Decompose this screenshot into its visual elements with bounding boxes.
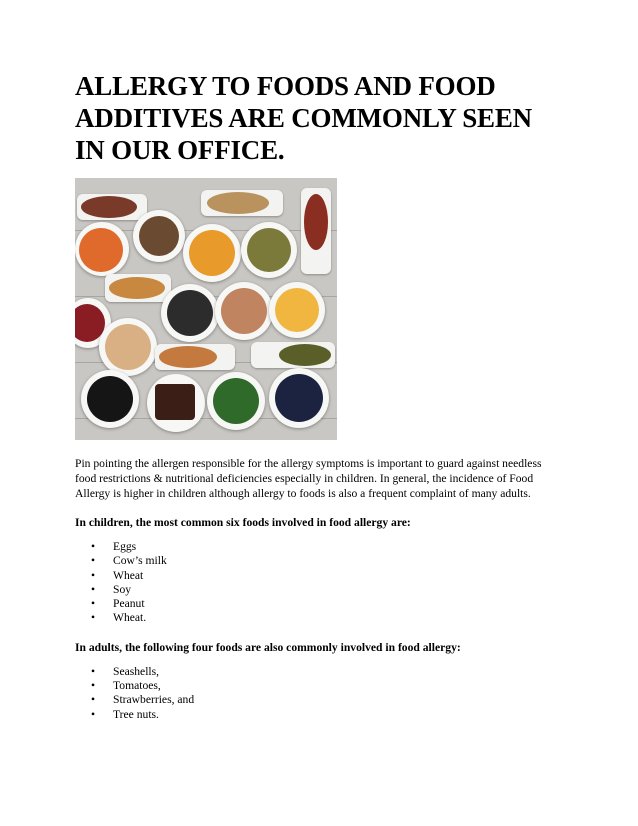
bullet-icon: • (91, 582, 96, 596)
bullet-icon: • (91, 679, 96, 693)
children-foods-list (75, 540, 575, 626)
food-photo (75, 178, 337, 440)
page-title: ALLERGY TO FOODS AND FOOD ADDITIVES ARE COMMONLY SEEN IN OUR OFFICE. (75, 71, 532, 165)
bullet-icon: • (91, 664, 96, 678)
list-item: • Soy (91, 582, 132, 596)
list-item: • Eggs (91, 540, 137, 553)
list-item: • Wheat. (91, 611, 147, 625)
bullet-icon: • (91, 554, 96, 568)
children-foods-heading: In children, the most common six foods involved in food allergy are: (75, 516, 411, 529)
adult-foods-list (75, 665, 575, 722)
adult-foods-heading: In adults, the following four foods are also commonly involved in food allergy: (75, 640, 461, 654)
list-item: • Seashells, (91, 664, 160, 678)
list-item: • Peanut (91, 597, 145, 611)
document-page (75, 70, 575, 722)
list-item: • Strawberries, and (91, 693, 195, 707)
bullet-icon: • (91, 540, 96, 553)
list-item: • Cow’s milk (91, 554, 167, 568)
bullet-icon: • (91, 693, 96, 707)
bullet-icon: • (91, 568, 96, 582)
bullet-icon: • (91, 597, 96, 611)
list-item: • Tree nuts. (91, 707, 159, 721)
list-item: • Tomatoes, (91, 679, 161, 693)
intro-paragraph: Pin pointing the allergen responsible for the allergy symptoms is important to guard against needless food restrictions & nutritional deficiencies especially in children. In general, the incidence of Food Allergy is higher in children although allergy to foods is also a frequent complaint of many adults. (75, 457, 542, 500)
list-item: • Wheat (91, 568, 144, 582)
bullet-icon: • (91, 707, 96, 721)
bullet-icon: • (91, 611, 96, 625)
